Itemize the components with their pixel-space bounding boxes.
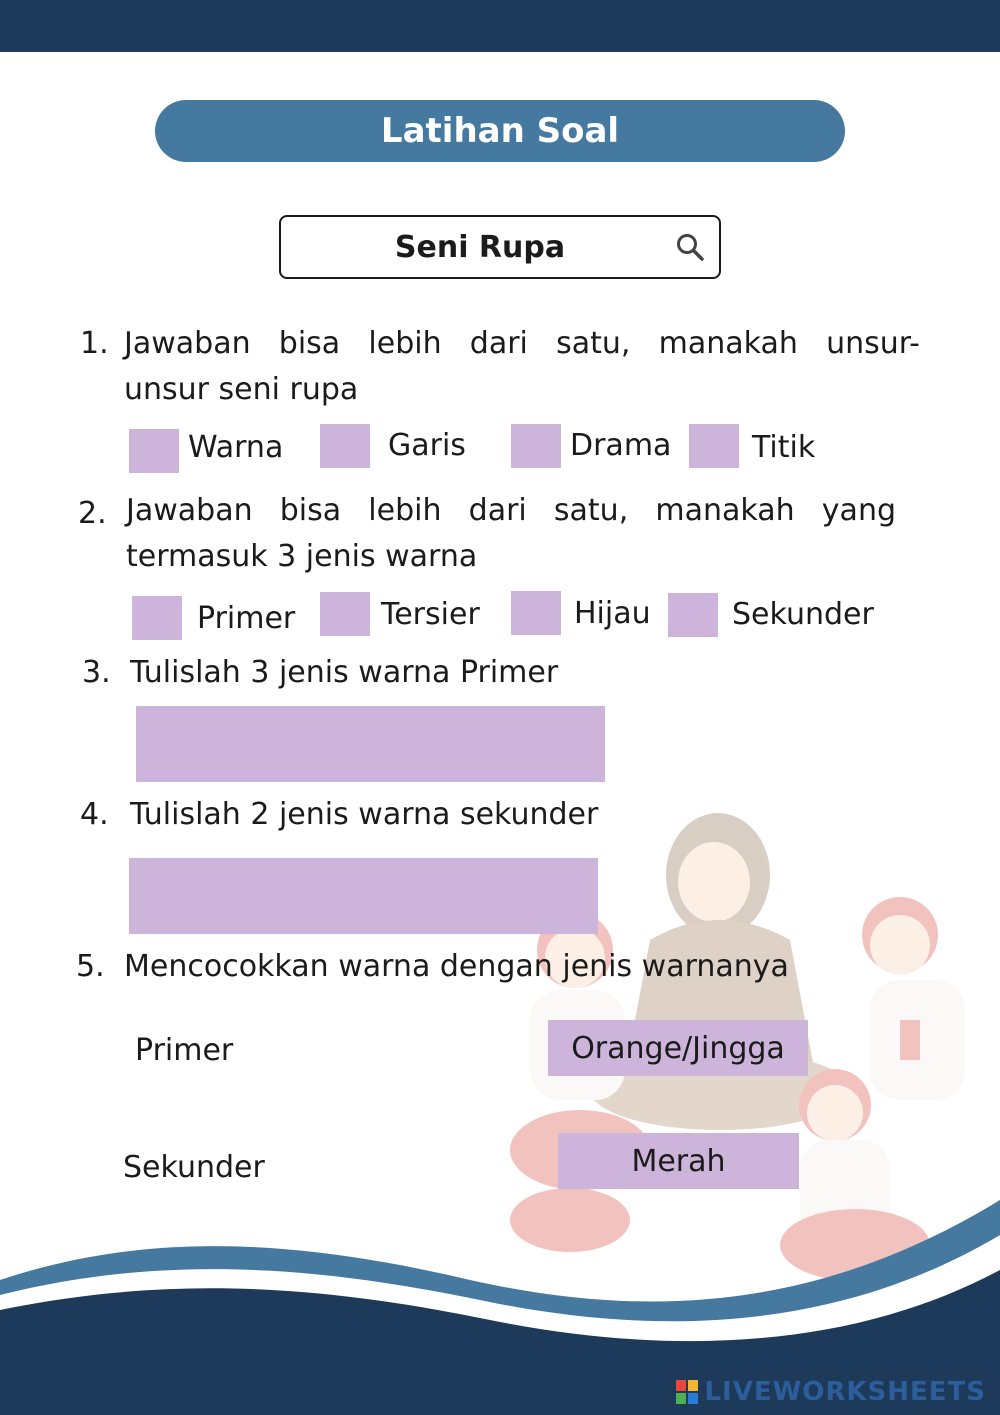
question-2-number: 2.	[78, 496, 107, 531]
question-1-number: 1.	[80, 326, 109, 361]
question-3-number: 3.	[82, 655, 111, 690]
question-2-text-line1: Jawaban bisa lebih dari satu, manakah yang	[126, 493, 896, 528]
match-box-merah-label: Merah	[631, 1143, 726, 1179]
question-1-text-line2: unsur seni rupa	[124, 372, 359, 407]
q2-option-sekunder-label: Sekunder	[732, 597, 874, 632]
match-box-orange-jingga[interactable]	[548, 1020, 808, 1076]
question-3-text: Tulislah 3 jenis warna Primer	[130, 655, 559, 690]
q1-option-drama-box[interactable]	[511, 424, 561, 468]
search-label: Seni Rupa	[394, 229, 566, 265]
question-4-text: Tulislah 2 jenis warna sekunder	[130, 797, 599, 832]
q1-option-warna-label: Warna	[188, 430, 284, 465]
search-icon	[675, 232, 705, 262]
q2-option-primer-box[interactable]	[132, 596, 182, 640]
question-5-number: 5.	[76, 949, 105, 984]
match-box-orange-jingga-label: Orange/Jingga	[571, 1030, 785, 1066]
q1-option-warna-box[interactable]	[129, 429, 179, 473]
q2-option-hijau-label: Hijau	[574, 596, 651, 631]
page-title-text: Latihan Soal	[380, 111, 620, 151]
brand-text: LIVEWORKSHEETS	[704, 1377, 986, 1407]
q2-option-tersier-box[interactable]	[320, 592, 370, 636]
brand-watermark	[676, 1377, 986, 1407]
top-bar	[0, 0, 1000, 52]
match-label-primer[interactable]: Primer	[135, 1033, 234, 1068]
q2-option-tersier-label: Tersier	[381, 597, 480, 632]
search-box[interactable]	[279, 215, 721, 279]
question-4-number: 4.	[80, 797, 109, 832]
q2-option-sekunder-box[interactable]	[668, 593, 718, 637]
match-label-sekunder[interactable]: Sekunder	[123, 1150, 265, 1185]
q4-answer-field[interactable]	[129, 858, 598, 934]
q1-option-garis-label: Garis	[388, 428, 466, 463]
q2-option-primer-label: Primer	[197, 601, 296, 636]
page-title	[155, 100, 845, 162]
question-5-text: Mencocokkan warna dengan jenis warnanya	[124, 949, 789, 984]
q1-option-titik-box[interactable]	[689, 424, 739, 468]
q1-option-titik-label: Titik	[752, 430, 816, 465]
brand-logo-icon	[676, 1380, 698, 1404]
q1-option-drama-label: Drama	[570, 428, 672, 463]
question-2-text-line2: termasuk 3 jenis warna	[126, 539, 478, 574]
q2-option-hijau-box[interactable]	[511, 591, 561, 635]
q1-option-garis-box[interactable]	[320, 424, 370, 468]
q3-answer-field[interactable]	[136, 706, 605, 782]
question-1-text-line1: Jawaban bisa lebih dari satu, manakah unsur-	[124, 326, 920, 361]
